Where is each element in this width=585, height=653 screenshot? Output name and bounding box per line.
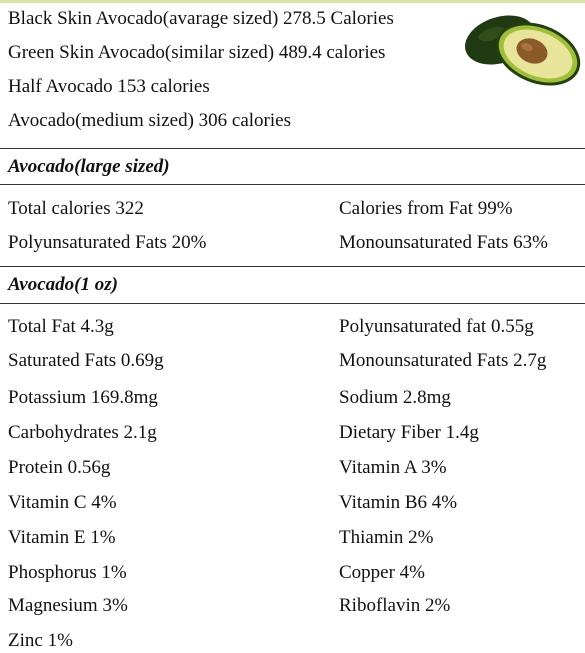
divider: [0, 184, 585, 185]
intro-line-half: Half Avocado 153 calories: [8, 76, 210, 97]
oz-total-fat: Total Fat 4.3g: [8, 316, 114, 337]
oz-riboflavin: Riboflavin 2%: [339, 595, 451, 616]
oz-sodium: Sodium 2.8mg: [339, 387, 451, 408]
divider: [0, 148, 585, 149]
top-accent-bar: [0, 0, 585, 3]
avocado-image: [462, 10, 582, 86]
oz-thiamin: Thiamin 2%: [339, 527, 434, 548]
oz-dietary-fiber: Dietary Fiber 1.4g: [339, 422, 479, 443]
divider: [0, 303, 585, 304]
calorie-summary: [8, 7, 394, 143]
section-title-oz: Avocado(1 oz): [8, 274, 118, 295]
oz-vitamin-c: Vitamin C 4%: [8, 492, 117, 513]
oz-saturated-fats: Saturated Fats 0.69g: [8, 350, 164, 371]
oz-polyunsaturated-fat: Polyunsaturated fat 0.55g: [339, 316, 534, 337]
oz-magnesium: Magnesium 3%: [8, 595, 128, 616]
oz-potassium: Potassium 169.8mg: [8, 387, 158, 408]
oz-vitamin-e: Vitamin E 1%: [8, 527, 116, 548]
large-calories-from-fat: Calories from Fat 99%: [339, 198, 513, 219]
large-polyunsaturated: Polyunsaturated Fats 20%: [8, 232, 207, 253]
large-monounsaturated: Monounsaturated Fats 63%: [339, 232, 548, 253]
oz-protein: Protein 0.56g: [8, 457, 111, 478]
intro-line-medium: Avocado(medium sized) 306 calories: [8, 110, 291, 131]
section-title-large: Avocado(large sized): [8, 156, 170, 177]
oz-copper: Copper 4%: [339, 562, 426, 583]
intro-line-black-skin: Black Skin Avocado(avarage sized) 278.5 Calories: [8, 8, 394, 29]
oz-zinc: Zinc 1%: [8, 630, 73, 651]
large-total-calories: Total calories 322: [8, 198, 144, 219]
oz-vitamin-b6: Vitamin B6 4%: [339, 492, 458, 513]
divider: [0, 266, 585, 267]
oz-phosphorus: Phosphorus 1%: [8, 562, 127, 583]
oz-carbohydrates: Carbohydrates 2.1g: [8, 422, 157, 443]
intro-line-green-skin: Green Skin Avocado(similar sized) 489.4 calories: [8, 42, 386, 63]
oz-monounsaturated-fats: Monounsaturated Fats 2.7g: [339, 350, 547, 371]
avocado-icon: [462, 10, 582, 86]
oz-vitamin-a: Vitamin A 3%: [339, 457, 447, 478]
